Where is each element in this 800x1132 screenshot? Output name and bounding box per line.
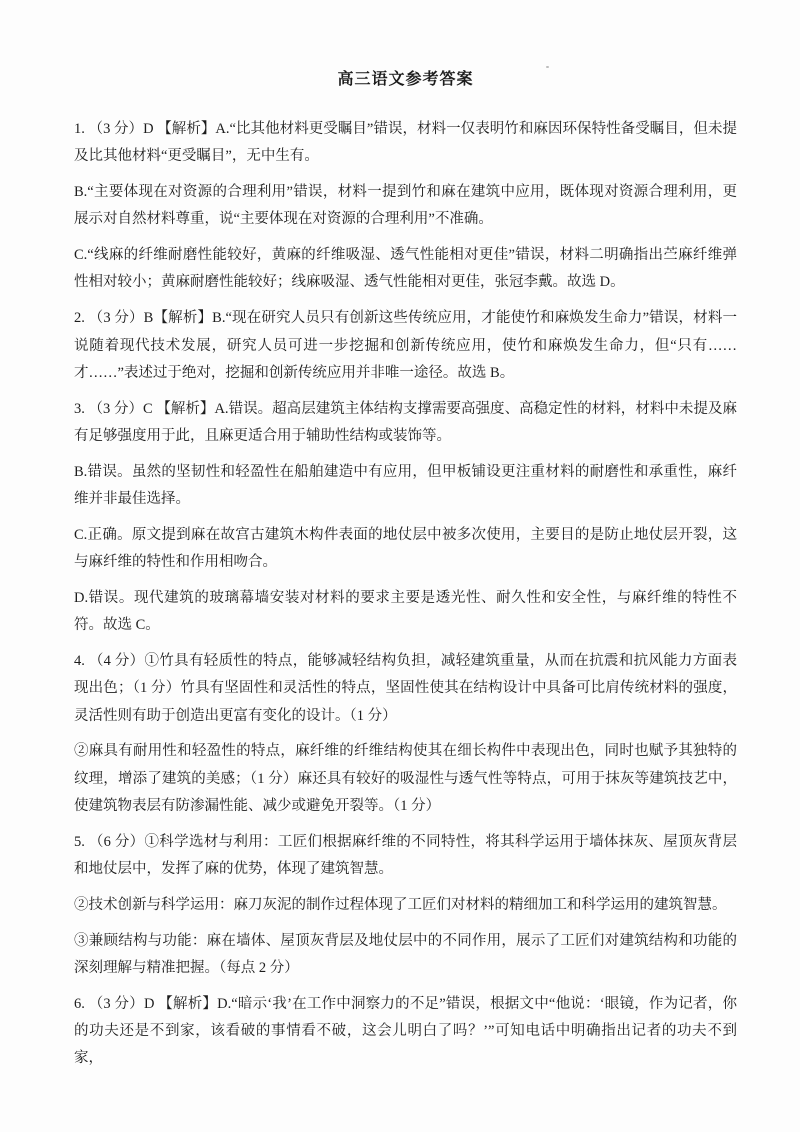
paragraph: ③兼顾结构与功能：麻在墙体、屋顶灰背层及地仗层中的不同作用，展示了工匠们对建筑结构和功能的深刻理解与精准把握。（每点 2 分） [74,932,737,977]
paragraph: 1. （3 分）D 【解析】A.“比其他材料更受瞩目”错误，材料一仅表明竹和麻因环保特性备受瞩目，但未提及比其他材料“更受瞩目”，无中生有。 [74,121,737,165]
page-title: 高三语文参考答案 [337,71,474,88]
paragraph: 3. （3 分）C 【解析】A.错误。超高层建筑主体结构支撑需要高强度、高稳定性的材料，材料中未提及麻有足够强度用于此，且麻更适合用于辅助性结构或装饰等。 [74,400,737,444]
paragraph: 5. （6 分）①科学选材与利用：工匠们根据麻纤维的不同特性，将其科学运用于墙体抹灰、屋顶灰背层和地仗层中，发挥了麻的优势，体现了建筑智慧。 [74,833,737,878]
paragraph: 2. （3 分）B【解析】B.“现在研究人员只有创新这些传统应用，才能使竹和麻焕发生命力”错误，材料一说随着现代技术发展，研究人员可进一步挖掘和创新传统应用，使竹和麻焕发生命力，但“只有……才……”表述过于绝对，挖掘和创新传统应用并非唯一途径。故选 B。 [74,310,737,381]
paragraph: B.错误。虽然的坚韧性和轻盈性在船舶建造中有应用，但甲板铺设更注重材料的耐磨性和承重性，麻纤维并非最佳选择。 [74,463,737,508]
paragraph: C.“线麻的纤维耐磨性能较好，黄麻的纤维吸湿、透气性能相对更佳”错误，材料二明确指出苎麻纤维弹性相对较小；黄麻耐磨性能较好；线麻吸湿、透气性能相对更佳，张冠李戴。故选 D。 [74,247,737,291]
paragraph: B.“主要体现在对资源的合理利用”错误，材料一提到竹和麻在建筑中应用，既体现对资源合理利用，更展示对自然材料尊重，说“主要体现在对资源的合理利用”不准确。 [74,184,737,228]
paragraph: C.正确。原文提到麻在故宫古建筑木构件表面的地仗层中被多次使用，主要目的是防止地仗层开裂，这与麻纤维的特性和作用相吻合。 [74,526,737,571]
paragraph: 4. （4 分）①竹具有轻质性的特点，能够减轻结构负担，减轻建筑重量，从而在抗震和抗风能力方面表现出色；（1 分）竹具有坚固性和灵活性的特点，坚固性使其在结构设计中具备可比肩传统材料的强度，灵活性则有助于创造出更富有变化的设计。（1 分） [74,653,737,724]
document-body [74,116,737,1073]
scan-artifact-dot [546,66,549,68]
paragraph: 6. （3 分）D 【解析】D.“暗示‘我’在工作中洞察力的不足”错误，根据文中“他说：‘眼镜，作为记者，你的功夫还是不到家，该看破的事情看不破，这会儿明白了吗？’”可知电话中明确指出记者的功夫不到家， [74,995,737,1067]
paragraph: D.错误。现代建筑的玻璃幕墙安装对材料的要求主要是透光性、耐久性和安全性，与麻纤维的特性不符。故选 C。 [74,589,737,634]
paragraph: ②技术创新与科学运用：麻刀灰泥的制作过程体现了工匠们对材料的精细加工和科学运用的建筑智慧。 [74,896,727,913]
paragraph: ②麻具有耐用性和轻盈性的特点，麻纤维的纤维结构使其在细长构件中表现出色，同时也赋予其独特的纹理，增添了建筑的美感；（1 分）麻还具有较好的吸湿性与透气性等特点，可用于抹灰等建筑技艺中，使建筑物表层有防渗漏性能、减少或避免开裂等。（1 分） [74,743,737,815]
